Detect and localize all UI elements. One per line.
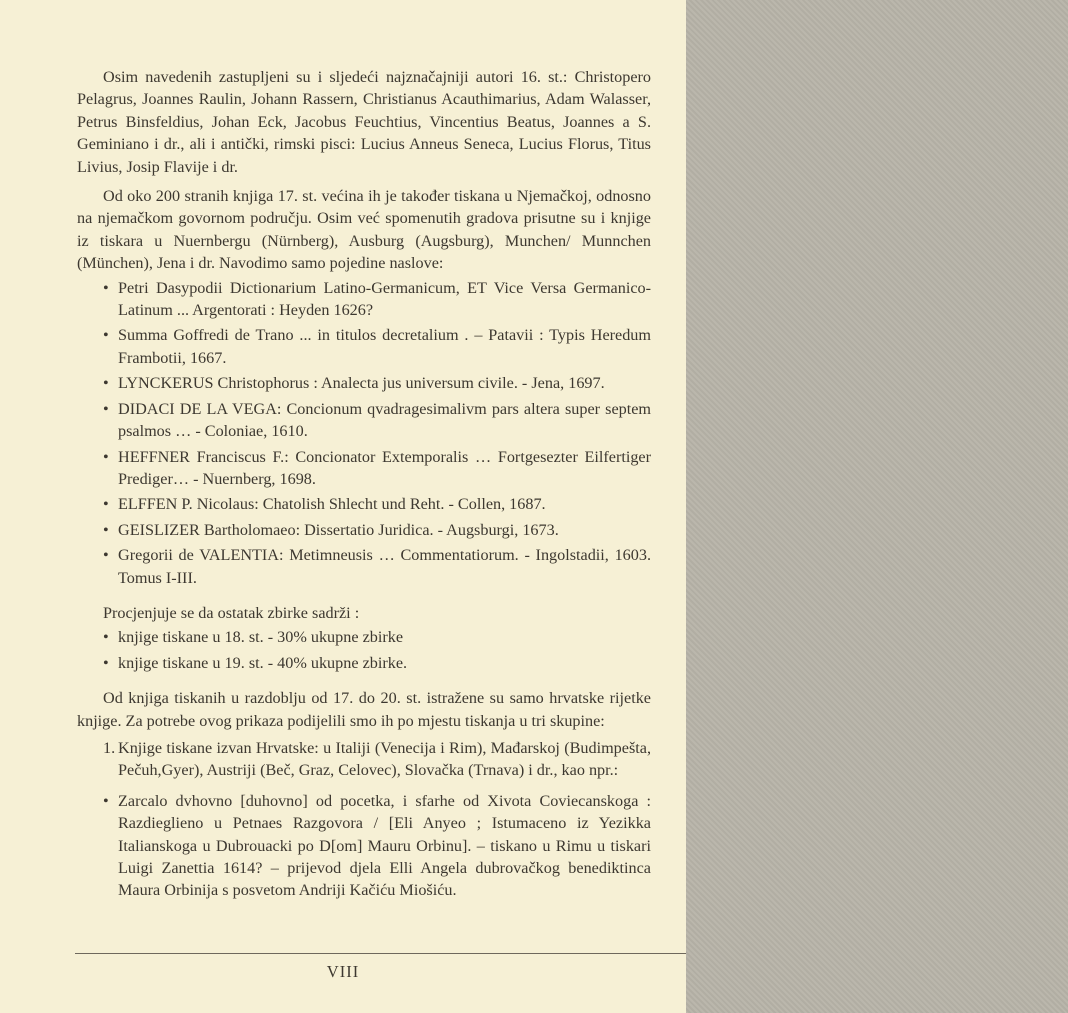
list-item: • Summa Goffredi de Trano ... in titulos decretalium . – Patavii : Typis Heredum Frambotii, 1667. bbox=[103, 324, 651, 369]
list-item: • knjige tiskane u 18. st. - 30% ukupne zbirke bbox=[103, 626, 651, 648]
body-text bbox=[77, 66, 651, 905]
estimate-list bbox=[77, 626, 651, 674]
list-item-text: Knjige tiskane izvan Hrvatske: u Italiji (Venecija i Rim), Mađarskoj (Budimpešta, Pečuh,Gyer), Austriji (Beč, Graz, Celovec), Slovačka (Trnava) i dr., kao npr.: bbox=[118, 738, 651, 780]
side-background bbox=[686, 0, 1068, 1013]
list-item: • GEISLIZER Bartholomaeo: Dissertatio Juridica. - Augsburgi, 1673. bbox=[103, 519, 651, 541]
footer-rule bbox=[75, 953, 686, 954]
list-item: • LYNCKERUS Christophorus : Analecta jus universum civile. - Jena, 1697. bbox=[103, 372, 651, 394]
list-item: • DIDACI DE LA VEGA: Concionum qvadragesimalivm pars altera super septem psalmos … - Coloniae, 1610. bbox=[103, 398, 651, 443]
list-item: • HEFFNER Franciscus F.: Concionator Extemporalis … Fortgesezter Eilfertiger Prediger… - Nuernberg, 1698. bbox=[103, 446, 651, 491]
paragraph-authors: Osim navedenih zastupljeni su i sljedeći najznačajniji autori 16. st.: Christopero Pelagrus, Joannes Raulin, Johann Rassern, Christianus Acauthimarius, Adam Walasser, Petrus Binsfeldius, Johan Eck, Jacobus Feuchtius, Vincentius Beatus, Joannes a S. Geminiano i dr., ali i antički, rimski pisci: Lucius Anneus Seneca, Lucius Florus, Titus Livius, Josip Flavije i dr. bbox=[77, 68, 651, 176]
list-item: • Gregorii de VALENTIA: Metimneusis … Commentatiorum. - Ingolstadii, 1603. Tomus I-III. bbox=[103, 544, 651, 589]
list-item: • Zarcalo dvhovno [duhovno] od pocetka, i sfarhe od Xivota Coviecanskoga : Razdieglieno u Petnaes Razgovora / [Eli Anyeo ; Istumaceno iz Yezikka Italianskoga u Dubrouacki po D[om] Mauru Orbinu]. – tiskano u Rimu u tiskari Luigi Zanettia 1614? – prijevod djela Elli Angela dubrovačkog benediktinca Maura Orbinija s posvetom Andriji Kačiću Miošiću. bbox=[103, 790, 651, 902]
titles-list bbox=[77, 277, 651, 589]
page-number: VIII bbox=[326, 962, 360, 981]
list-number: 1. bbox=[103, 738, 116, 757]
list-item: • ELFFEN P. Nicolaus: Chatolish Shlecht und Reht. - Collen, 1687. bbox=[103, 493, 651, 515]
list-item: • Petri Dasypodii Dictionarium Latino-Germanicum, ET Vice Versa Germanico-Latinum ... Argentorati : Heyden 1626? bbox=[103, 277, 651, 322]
paragraph-foreign-books: Od oko 200 stranih knjiga 17. st. većina ih je također tiskana u Njemačkoj, odnosno na njemačkom govornom području. Osim već spomenutih gradova prisutne su i knjige iz tiskara u Nuernbergu (Nürnberg), Ausburg (Augsburg), Munchen/ Munnchen (München), Jena i dr. Navodimo samo pojedine naslove: bbox=[77, 187, 651, 273]
paragraph-croatian-books: Od knjiga tiskanih u razdoblju od 17. do 20. st. istražene su samo hrvatske rijetke knjige. Za potrebe ovog prikaza podijelili smo ih po mjestu tiskanja u tri skupine: bbox=[77, 689, 651, 730]
list-item bbox=[103, 737, 651, 782]
paragraph-estimate: Procjenjuje se da ostatak zbirke sadrži : bbox=[103, 603, 360, 622]
examples-list bbox=[77, 790, 651, 902]
list-item: • knjige tiskane u 19. st. - 40% ukupne zbirke. bbox=[103, 652, 651, 674]
groups-list bbox=[77, 737, 651, 782]
